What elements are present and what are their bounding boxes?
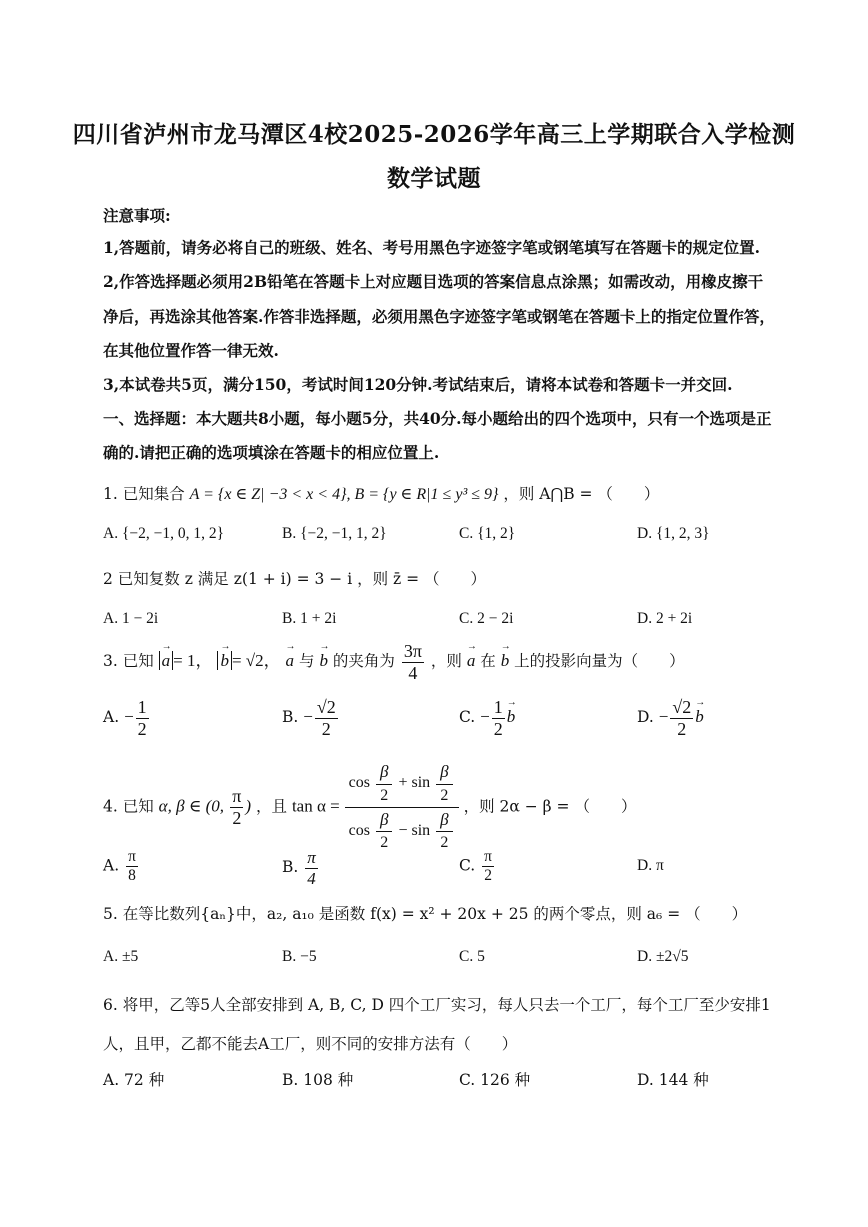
option-sign: − [658, 707, 669, 727]
q2-option-d[interactable]: D. 2 + 2i [637, 610, 693, 627]
fraction-den: 4 [307, 868, 316, 888]
exam-title: 四川省泸州市龙马潭区4校2025-2026学年高三上学期联合入学检测 [72, 121, 796, 148]
option-sign: − [480, 707, 490, 727]
fraction-num: π [232, 786, 242, 807]
option-fraction [670, 697, 693, 739]
fraction-num: π [484, 848, 492, 865]
fraction-den: 2 [677, 718, 687, 739]
fraction-den: 2 [440, 786, 449, 804]
fraction-num: π [307, 848, 316, 867]
vector-b: → b [501, 651, 510, 671]
option-label: A. [103, 856, 120, 875]
q1-suffix: ，则 A⋂B = （ ） [503, 485, 660, 503]
option-label: D. [637, 708, 654, 727]
q3-option-c[interactable] [459, 697, 515, 739]
fraction-den: 2 [484, 866, 492, 884]
q4-and: ，且 [256, 797, 288, 816]
fraction-num: β [436, 810, 452, 833]
q4-suffix: ，则 2α − β = （ ） [463, 797, 637, 816]
option-sign: − [124, 707, 134, 727]
q4-option-d[interactable]: D. π [637, 857, 664, 874]
q4-option-a[interactable] [103, 848, 140, 885]
beta-half [376, 810, 392, 853]
fraction-den: 2 [440, 834, 449, 852]
q4-condition: α, β ∈ (0, [158, 796, 229, 816]
q4-pi-half [230, 786, 243, 828]
q5-option-d[interactable]: D. ±2√5 [637, 948, 689, 965]
q2-option-b[interactable]: B. 1 + 2i [282, 610, 337, 627]
vector-a: → a [162, 651, 171, 671]
fraction-den: 2 [321, 718, 331, 739]
notice-item-1: 1,答题前，请务必将自己的班级、姓名、考号用黑色字迹签字笔或钢笔填写在答题卡的规定位置. [103, 238, 761, 257]
vector-b: → b [507, 707, 516, 727]
fraction-num: √2 [316, 697, 336, 717]
notice-heading: 注意事项: [103, 206, 171, 225]
q2-option-a[interactable]: A. 1 − 2i [103, 610, 159, 627]
vector-a: → a [467, 651, 476, 671]
q3-option-b[interactable] [282, 697, 340, 739]
fraction-num: β [436, 762, 452, 785]
q4-tan-numerator [345, 762, 459, 808]
q3-suffix3: 上的投影向量为（ ） [514, 652, 685, 671]
q3-abs-a [159, 651, 174, 670]
q6-option-d[interactable]: D. 144 种 [637, 1071, 709, 1089]
fraction-num: 1 [137, 697, 147, 717]
q4-close-paren: ) [245, 796, 252, 816]
option-label: A. [103, 708, 120, 727]
q5-option-c[interactable]: C. 5 [459, 948, 485, 965]
vector-b: → b [319, 651, 328, 671]
fraction-num: π [128, 848, 136, 865]
q3-suffix: ，则 [430, 652, 462, 671]
sin-label: sin [411, 822, 431, 840]
notice-item-2-line2: 净后，再选涂其他答案.作答非选择题，必须用黑色字迹签字笔或钢笔在答题卡上的指定位置作答， [103, 307, 775, 326]
notice-item-3: 3,本试卷共5页，满分150，考试时间120分钟.考试结束后，请将本试卷和答题卡一并交回. [103, 375, 733, 394]
q3-prefix: 3. 已知 [103, 652, 154, 671]
beta-half [436, 810, 452, 853]
question-1-stem [103, 482, 659, 504]
q3-abs-b [217, 651, 232, 670]
q1-sets: A = {x ∈ Z| −3 < x < 4}, B = {y ∈ R|1 ≤ y³ ≤ 9} [189, 486, 499, 503]
q1-option-a[interactable]: A. {−2, −1, 0, 1, 2} [103, 525, 225, 542]
q1-option-b[interactable]: B. {−2, −1, 1, 2} [282, 525, 387, 542]
question-6-line1: 6. 将甲，乙等5人全部安排到 A, B, C, D 四个工厂实习，每人只去一个工厂，每个工厂至少安排1 [103, 996, 771, 1014]
q4-option-b[interactable] [282, 848, 320, 888]
vector-b: → b [220, 651, 229, 671]
vector-a: → a [286, 651, 295, 671]
option-fraction [126, 848, 138, 885]
q1-prefix: 1. 已知集合 [103, 485, 185, 503]
q3-angle-den: 4 [408, 662, 418, 683]
q1-option-d[interactable]: D. {1, 2, 3} [637, 525, 710, 542]
sin-label: sin [411, 774, 431, 792]
q4-option-c[interactable] [459, 848, 496, 885]
q3-angle-num: 3π [403, 641, 422, 661]
q3-a-eq: = 1， [173, 651, 213, 671]
q4-tan-fraction [345, 762, 459, 853]
section-heading-line1: 一、选择题：本大题共8小题，每小题5分，共40分.每小题给出的四个选项中，只有一个选项是正 [103, 409, 772, 428]
exam-subtitle: 数学试题 [387, 165, 481, 192]
q4-prefix: 4. 已知 [103, 797, 154, 816]
fraction-den: 2 [137, 718, 147, 739]
fraction-num: β [376, 762, 392, 785]
option-label: C. [459, 708, 476, 727]
fraction-den: 8 [128, 866, 136, 884]
q1-option-c[interactable]: C. {1, 2} [459, 525, 516, 542]
option-fraction [492, 697, 505, 739]
q3-mid: 与 [298, 652, 315, 671]
q3-angle-fraction [402, 641, 424, 683]
option-fraction [315, 697, 338, 739]
beta-half [436, 762, 452, 805]
question-2-stem: 2 已知复数 z 满足 z(1 + i) = 3 − i ，则 z̄ = （ ） [103, 570, 487, 588]
option-fraction [136, 697, 149, 739]
question-6-line2: 人，且甲，乙都不能去A工厂，则不同的安排方法有（ ） [103, 1035, 518, 1053]
minus-sign: − [398, 822, 408, 840]
option-label: B. [282, 858, 299, 877]
q4-tan: tan α = [291, 796, 340, 816]
fraction-num: β [376, 810, 392, 833]
fraction-den: 2 [380, 834, 389, 852]
plus-sign: + [398, 774, 408, 792]
fraction-num: 1 [493, 697, 503, 717]
fraction-den: 2 [380, 786, 389, 804]
q6-option-a[interactable]: A. 72 种 [103, 1071, 165, 1089]
cos-label: cos [348, 822, 370, 840]
option-fraction [305, 848, 318, 888]
q3-angle-text: 的夹角为 [332, 652, 395, 671]
cos-label: cos [348, 774, 370, 792]
option-sign: − [303, 707, 313, 727]
option-fraction [482, 848, 494, 885]
fraction-den: 2 [493, 718, 503, 739]
question-5-stem: 5. 在等比数列{aₙ}中，a₂, a₁₀ 是函数 f(x) = x² + 20x + 25 的两个零点，则 a₆ = （ ） [103, 905, 748, 923]
q2-option-c[interactable]: C. 2 − 2i [459, 610, 514, 627]
q5-option-b[interactable]: B. −5 [282, 948, 317, 965]
question-3-stem [103, 641, 685, 683]
vector-b: → b [695, 707, 704, 727]
notice-item-2-line3: 在其他位置作答一律无效. [103, 341, 279, 360]
option-label: B. [282, 708, 299, 727]
q6-option-c[interactable]: C. 126 种 [459, 1071, 531, 1089]
q6-option-b[interactable]: B. 108 种 [282, 1071, 354, 1089]
q3-b-eq: = √2， [231, 651, 281, 671]
q3-option-a[interactable] [103, 697, 151, 739]
q5-option-a[interactable]: A. ±5 [103, 948, 139, 965]
question-4-stem [103, 762, 636, 853]
option-label: C. [459, 856, 476, 875]
q3-suffix2: 在 [480, 652, 496, 671]
fraction-num: √2 [672, 697, 692, 717]
q4-tan-denominator [345, 808, 459, 853]
fraction-den: 2 [232, 807, 242, 828]
q3-option-d[interactable] [637, 697, 704, 739]
section-heading-line2: 确的.请把正确的选项填涂在答题卡的相应位置上. [103, 443, 440, 462]
beta-half [376, 762, 392, 805]
notice-item-2-line1: 2,作答选择题必须用2B铅笔在答题卡上对应题目选项的答案信息点涂黑；如需改动，用橡皮擦干 [103, 272, 764, 291]
